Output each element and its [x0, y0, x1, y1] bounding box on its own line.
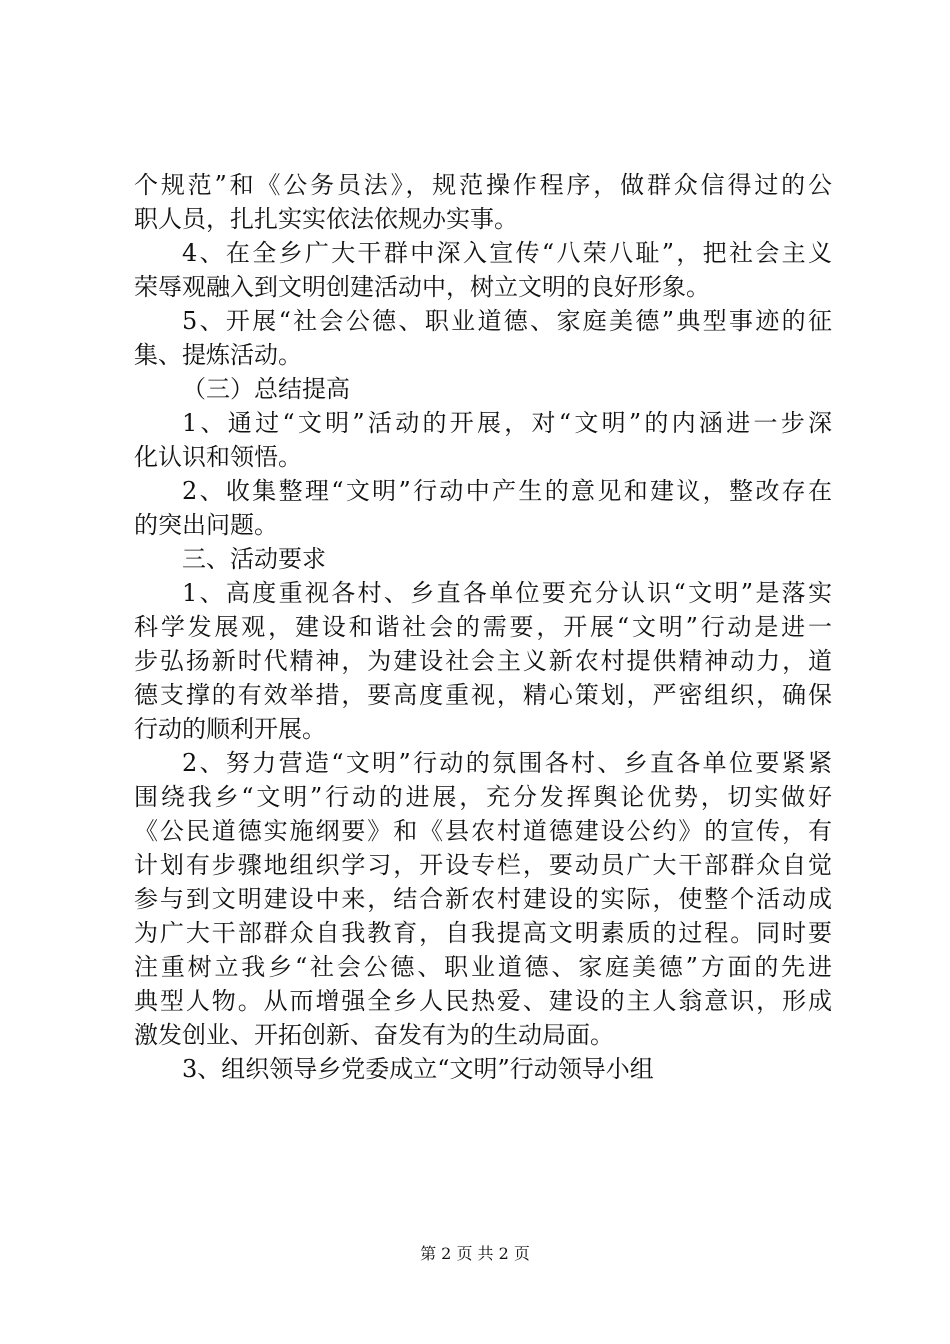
text-line: 3、组织领导乡党委成立“文明”行动领导小组 — [182, 1055, 654, 1083]
text-line: 2、收集整理“文明”行动中产生的意见和建议，整改存在 — [182, 477, 832, 505]
text-line: 步弘扬新时代精神，为建设社会主义新农村提供精神动力，道 — [134, 647, 832, 675]
text-line: 4、在全乡广大干群中深入宣传“八荣八耻”，把社会主义 — [182, 239, 832, 267]
text-line: 个规范”和《公务员法》，规范操作程序，做群众信得过的公 — [134, 171, 832, 199]
text-line: 荣辱观融入到文明创建活动中，树立文明的良好形象。 — [134, 273, 710, 301]
text-line: 三、活动要求 — [182, 545, 326, 573]
text-line: 《公民道德实施纲要》和《县农村道德建设公约》的宣传，有 — [134, 817, 832, 845]
text-line: 科学发展观，建设和谐社会的需要，开展“文明”行动是进一 — [134, 613, 832, 641]
text-line: 典型人物。从而增强全乡人民热爱、建设的主人翁意识，形成 — [134, 987, 832, 1015]
text-line: 围绕我乡“文明”行动的进展，充分发挥舆论优势，切实做好 — [134, 783, 832, 811]
text-line: 德支撑的有效举措，要高度重视，精心策划，严密组织，确保 — [134, 681, 832, 709]
text-line: 注重树立我乡“社会公德、职业道德、家庭美德”方面的先进 — [134, 953, 832, 981]
text-line: （三）总结提高 — [182, 375, 350, 403]
text-line: 计划有步骤地组织学习，开设专栏，要动员广大干部群众自觉 — [134, 851, 832, 879]
text-line: 5、开展“社会公德、职业道德、家庭美德”典型事迹的征 — [182, 307, 832, 335]
text-line: 的突出问题。 — [134, 511, 278, 539]
text-line: 2、努力营造“文明”行动的氛围各村、乡直各单位要紧紧 — [182, 749, 832, 777]
text-line: 为广大干部群众自我教育，自我提高文明素质的过程。同时要 — [134, 919, 832, 947]
text-line: 1、通过“文明”活动的开展，对“文明”的内涵进一步深 — [182, 409, 832, 437]
text-line: 职人员，扎扎实实依法依规办实事。 — [134, 205, 518, 233]
document-body — [134, 168, 832, 1086]
page-footer: 第 2 页 共 2 页 — [420, 1244, 530, 1263]
text-line: 1、高度重视各村、乡直各单位要充分认识“文明”是落实 — [182, 579, 832, 607]
text-line: 集、提炼活动。 — [134, 341, 302, 369]
text-line: 参与到文明建设中来，结合新农村建设的实际，使整个活动成 — [134, 885, 832, 913]
text-line: 激发创业、开拓创新、奋发有为的生动局面。 — [134, 1021, 614, 1049]
text-line: 行动的顺利开展。 — [134, 715, 326, 743]
text-line: 化认识和领悟。 — [134, 443, 302, 471]
